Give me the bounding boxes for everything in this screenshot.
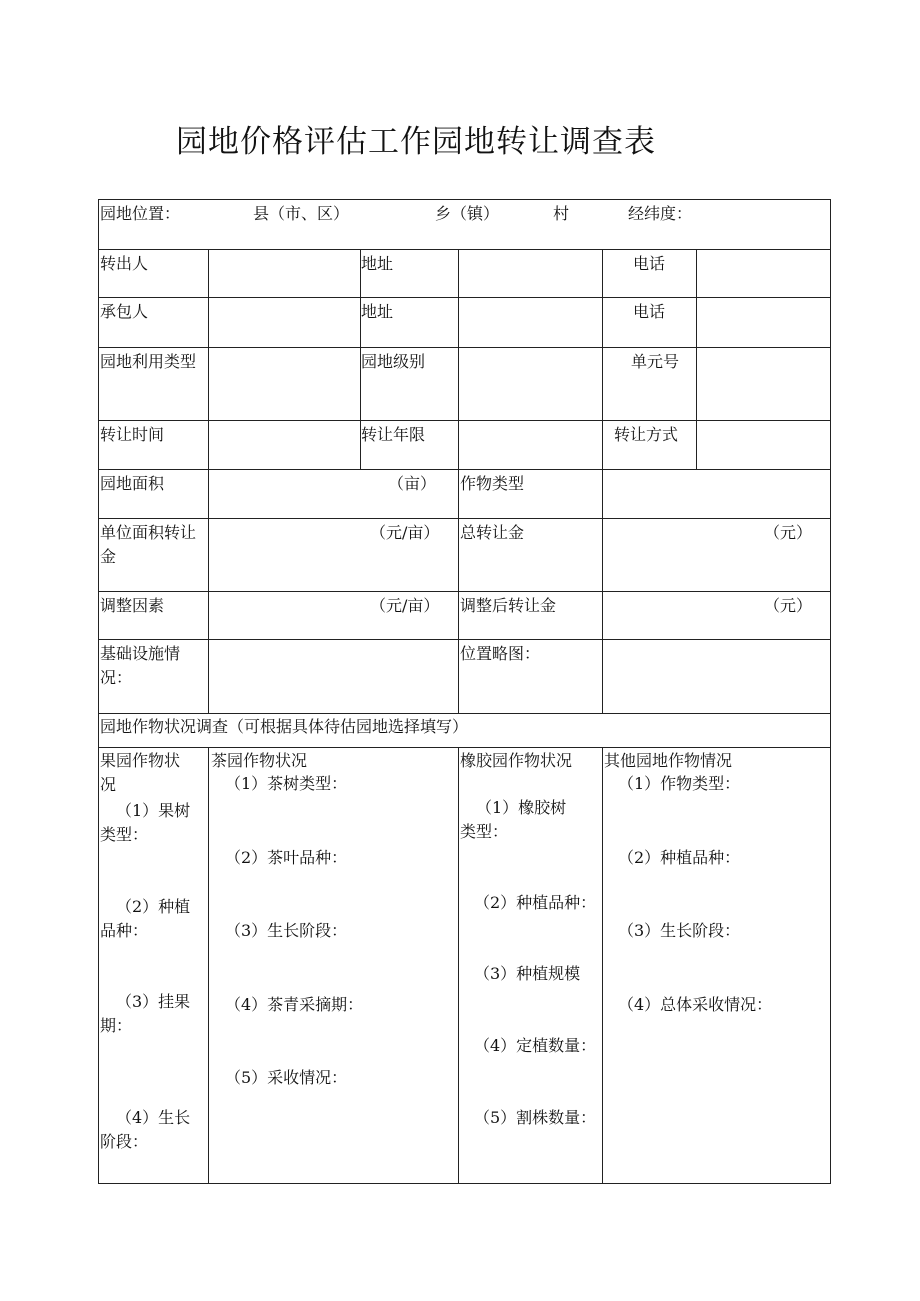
- rubber-item: （5）割株数量：: [474, 1108, 597, 1127]
- table-border-right: [830, 199, 831, 1184]
- contractor-phone-label: 电话: [633, 302, 666, 321]
- adjust-label: 调整因素: [100, 596, 165, 615]
- tea-item: （3）生长阶段：: [225, 921, 348, 940]
- contractor-address-label: 地址: [361, 302, 394, 321]
- transferor-address-label: 地址: [361, 254, 394, 273]
- orchard-item: （4）生长阶段：: [100, 1108, 191, 1151]
- village-label: 村: [553, 204, 570, 223]
- township-label: 乡（镇）: [435, 204, 500, 223]
- orchard-title: 果园作物状况: [100, 751, 181, 794]
- orchard-item: （2）种植品种：: [100, 897, 191, 940]
- col-line: [458, 747, 459, 1183]
- land-grade-label: 园地级别: [361, 352, 426, 371]
- tea-item: （2）茶叶品种：: [225, 848, 348, 867]
- tea-item: （5）采收情况：: [225, 1068, 348, 1087]
- crop-type-label: 作物类型: [460, 474, 525, 493]
- location-label: 园地位置：: [100, 204, 181, 223]
- rubber-item: （3）种植规模: [474, 964, 581, 983]
- unit-price-unit: （元/亩）: [370, 523, 440, 542]
- col-line: [208, 249, 209, 713]
- sketch-label: 位置略图：: [460, 644, 541, 663]
- coords-label: 经纬度：: [628, 204, 693, 223]
- col-line: [602, 747, 603, 1183]
- unit-price-label: 单位面积转让金: [100, 523, 197, 566]
- transferor-label: 转出人: [100, 254, 149, 273]
- transferor-phone-label: 电话: [633, 254, 666, 273]
- orchard-item: （3）挂果期：: [100, 992, 191, 1035]
- rubber-item: （4）定植数量：: [474, 1036, 597, 1055]
- rubber-item: （1）橡胶树类型：: [460, 798, 567, 841]
- page-title: 园地价格评估工作园地转让调查表: [176, 124, 656, 160]
- transfer-time-label: 转让时间: [100, 425, 165, 444]
- col-line: [458, 249, 459, 713]
- tea-title: 茶园作物状况: [211, 751, 308, 770]
- infrastructure-label: 基础设施情况：: [100, 644, 181, 687]
- adjusted-total-unit: （元）: [764, 596, 813, 615]
- survey-table: [98, 199, 831, 1184]
- other-title: 其他园地作物情况: [604, 751, 733, 770]
- other-item: （3）生长阶段：: [618, 921, 741, 940]
- other-item: （2）种植品种：: [618, 848, 741, 867]
- other-item: （1）作物类型：: [618, 774, 741, 793]
- table-border-left: [98, 199, 99, 1184]
- total-label: 总转让金: [460, 523, 525, 542]
- col-line: [208, 747, 209, 1183]
- area-label: 园地面积: [100, 474, 165, 493]
- county-label: 县（市、区）: [253, 204, 350, 223]
- contractor-label: 承包人: [100, 302, 149, 321]
- transfer-term-label: 转让年限: [361, 425, 426, 444]
- row-line: [98, 713, 831, 714]
- col-line: [602, 249, 603, 713]
- land-use-type-label: 园地利用类型: [100, 352, 197, 371]
- survey-header: 园地作物状况调查（可根据具体待估园地选择填写）: [100, 717, 469, 736]
- rubber-title: 橡胶园作物状况: [460, 751, 573, 770]
- total-unit: （元）: [764, 523, 813, 542]
- rubber-item: （2）种植品种：: [474, 893, 597, 912]
- area-unit: （亩）: [388, 474, 437, 493]
- other-item: （4）总体采收情况：: [618, 995, 773, 1014]
- tea-item: （1）茶树类型：: [225, 774, 348, 793]
- col-line: [696, 249, 697, 470]
- unit-no-label: 单元号: [631, 352, 680, 371]
- tea-item: （4）茶青采摘期：: [225, 995, 364, 1014]
- orchard-item: （1）果树类型：: [100, 801, 191, 844]
- table-border-top: [98, 199, 831, 200]
- adjust-unit: （元/亩）: [370, 596, 440, 615]
- adjusted-total-label: 调整后转让金: [460, 596, 557, 615]
- transfer-mode-label: 转让方式: [614, 425, 679, 444]
- table-border-bottom: [98, 1183, 831, 1184]
